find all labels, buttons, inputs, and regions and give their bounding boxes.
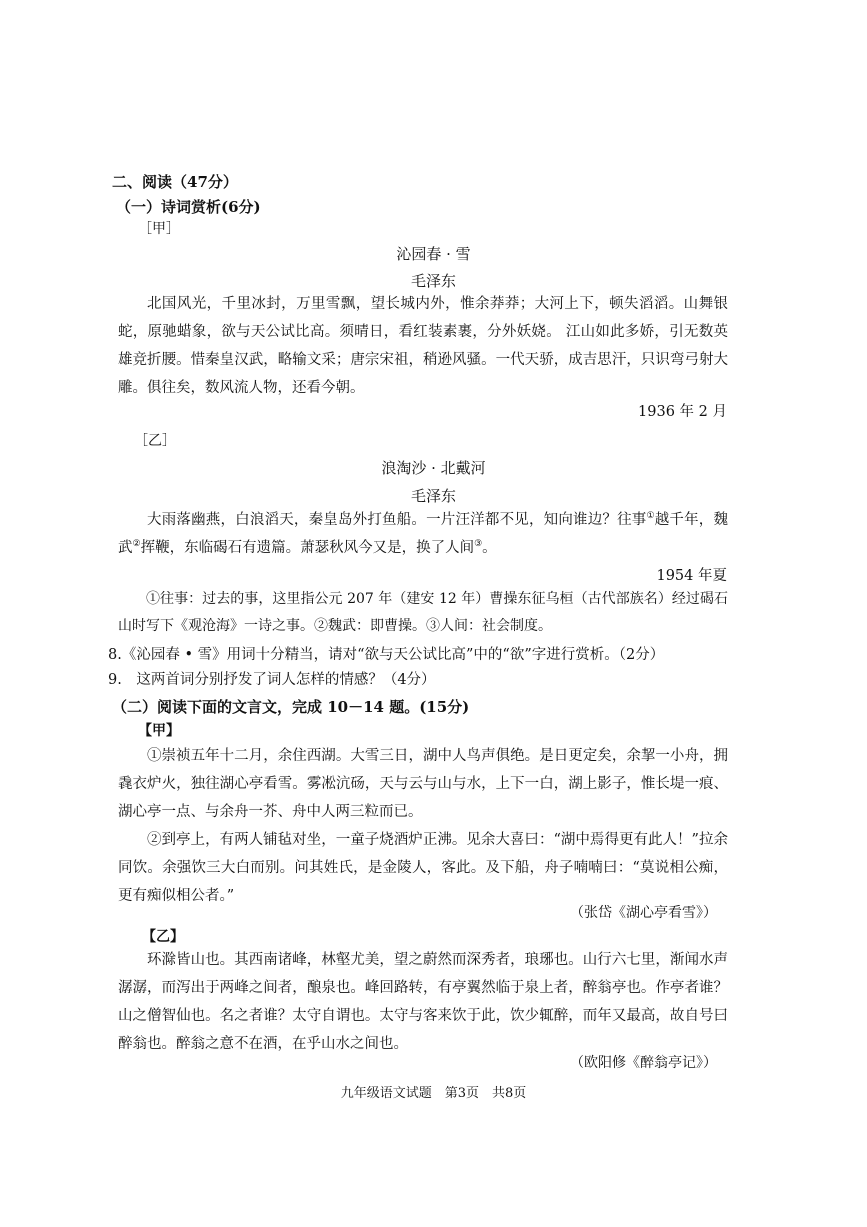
question-9: 9. 这两首词分别抒发了词人怎样的情感？（4分） bbox=[108, 672, 436, 688]
question-8: 8.《沁园春 • 雪》用词十分精当，请对“欲与天公试比高”中的“欲”字进行赏析。（2分） bbox=[108, 647, 665, 663]
text-a-label: 【甲】 bbox=[138, 723, 180, 739]
footnote-marker-2: ② bbox=[132, 539, 141, 549]
poem-b-text: 大雨落幽燕，白浪滔天，秦皇岛外打鱼船。一片汪洋都不见，知向谁边？往事①越千年，魏武②挥鞭，东临碣石有遗篇。萧瑟秋风今又是，换了人间③。 bbox=[118, 511, 728, 556]
poem-b-date: 1954 年夏 bbox=[656, 568, 727, 584]
section-heading: 二、阅读（47分） bbox=[112, 173, 238, 191]
part2-heading: （二）阅读下面的文言文，完成 10－14 题。(15分) bbox=[112, 698, 470, 716]
text-a-source: （张岱《湖心亭看雪》） bbox=[570, 905, 717, 921]
poem-a-date: 1936 年 2 月 bbox=[638, 404, 727, 420]
poem-b-notes: ①往事：过去的事，这里指公元 207 年（建安 12 年）曹操东征乌桓（古代部族名）经过碣石山时写下《观沧海》一诗之事。②魏武：即曹操。③人间：社会制度。 bbox=[118, 591, 728, 634]
footnote-marker-1: ① bbox=[646, 511, 655, 521]
poem-a-text: 北国风光，千里冰封，万里雪飘，望长城内外，惟余莽莽；大河上下，顿失滔滔。山舞银蛇，原驰蜡象，欲与天公试比高。须晴日，看红装素裹，分外妖娆。 江山如此多娇，引无数英雄竞折腰。惜秦皇汉武，略输文采；唐宗宋祖，稍逊风骚。一代天骄，成吉思汗，只识弯弓射大雕。俱往矣，数风流人物，还看今朝。 bbox=[118, 296, 728, 396]
poem-b-title: 浪淘沙 · 北戴河 bbox=[381, 459, 486, 477]
footnote-marker-3: ③ bbox=[474, 539, 483, 549]
text-b-label: 【乙】 bbox=[142, 929, 184, 945]
text-a-paragraph-2: ②到亭上，有两人铺毡对坐，一童子烧酒炉正沸。见余大喜曰：“湖中焉得更有此人！”拉余同饮。余强饮三大白而别。问其姓氏，是金陵人，客此。及下船，舟子喃喃曰：“莫说相公痴，更有痴似相公者。” bbox=[118, 832, 728, 904]
page-footer: 九年级语文试题 第3页 共8页 bbox=[340, 1086, 527, 1101]
part1-heading: （一）诗词赏析(6分) bbox=[116, 198, 261, 216]
poem-b-author: 毛泽东 bbox=[410, 487, 456, 505]
poem-a-title: 沁园春 · 雪 bbox=[396, 245, 471, 263]
poem-a-label: ［甲］ bbox=[138, 221, 180, 237]
text-b-source: （欧阳修《醉翁亭记》） bbox=[570, 1055, 717, 1071]
poem-a-author: 毛泽东 bbox=[410, 272, 456, 290]
text-b-paragraph-1: 环滁皆山也。其西南诸峰，林壑尤美，望之蔚然而深秀者，琅琊也。山行六七里，渐闻水声潺潺，而泻出于两峰之间者，酿泉也。峰回路转，有亭翼然临于泉上者，醉翁亭也。作亭者谁？山之僧智仙也。名之者谁？太守自谓也。太守与客来饮于此，饮少辄醉，而年又最高，故自号曰醉翁也。醉翁之意不在酒，在乎山水之间也。 bbox=[118, 952, 728, 1052]
poem-b-label: ［乙］ bbox=[134, 433, 176, 449]
text-a-paragraph-1: ①崇祯五年十二月，余住西湖。大雪三日，湖中人鸟声俱绝。是日更定矣，余挈一小舟，拥毳衣炉火，独往湖心亭看雪。雾凇沆砀，天与云与山与水，上下一白，湖上影子，惟长堤一痕、湖心亭一点、与余舟一芥、舟中人两三粒而已。 bbox=[118, 748, 728, 820]
